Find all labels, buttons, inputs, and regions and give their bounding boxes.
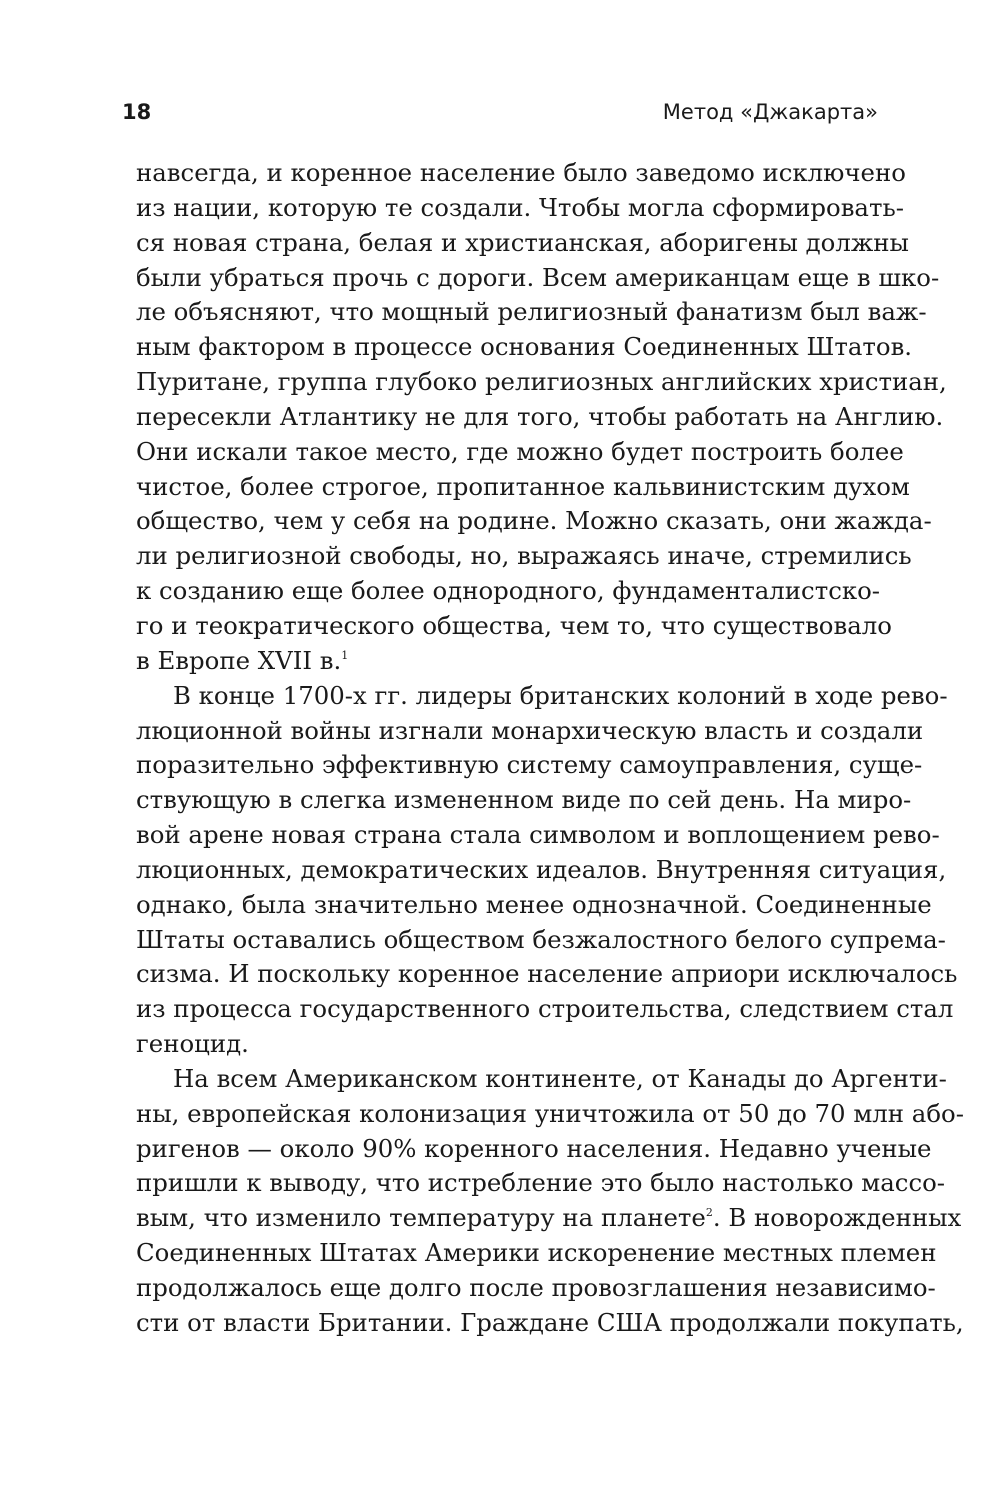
text-line [136, 748, 923, 783]
line-text: пришли к выводу, что истребление это было настолько массо- [136, 1168, 946, 1198]
line-text: го и теократического общества, чем то, что существовало [136, 610, 892, 640]
line-text: Соединенных Штатах Америки искоренение местных племен [136, 1238, 937, 1268]
line-text: ствующую в слегка измененном виде по сей день. На миро- [136, 785, 912, 815]
text-line [136, 504, 932, 539]
line-text: общество, чем у себя на родине. Можно сказать, они жажда- [136, 506, 932, 536]
text-line [136, 435, 904, 470]
text-line [136, 1306, 964, 1341]
text-line [136, 609, 892, 644]
line-text: из нации, которую те создали. Чтобы могла сформировать- [136, 192, 904, 222]
line-text: ны, европейская колонизация уничтожила от 50 до 70 млн або- [136, 1098, 964, 1128]
paragraph [136, 1062, 964, 1341]
line-text: люционных, демократических идеалов. Внутренняя ситуация, [136, 854, 947, 884]
text-line [136, 818, 940, 853]
line-text: вым, что изменило температуру на планете [136, 1203, 706, 1233]
paragraph [136, 679, 958, 1062]
paragraph [136, 156, 947, 679]
line-text: сти от власти Британии. Граждане США продолжали покупать, [136, 1307, 964, 1337]
line-text: ле объясняют, что мощный религиозный фанатизм был важ- [136, 297, 927, 327]
line-text: сизма. И поскольку коренное население априори исключалось [136, 959, 958, 989]
line-text: ли религиозной свободы, но, выражаясь иначе, стремились [136, 541, 912, 571]
text-line [136, 714, 924, 749]
line-text: чистое, более строгое, пропитанное кальвинистским духом [136, 471, 910, 501]
text-line [136, 226, 909, 261]
line-text-continuation: . В новорожденных [712, 1203, 962, 1233]
text-line [136, 992, 954, 1027]
line-text: В конце 1700-х гг. лидеры британских колоний в ходе рево- [173, 680, 948, 710]
text-line [136, 1201, 962, 1236]
body-text [136, 156, 964, 1341]
text-line [136, 888, 932, 923]
text-line [136, 1271, 936, 1306]
text-line [136, 923, 946, 958]
text-line [136, 261, 940, 296]
line-text: однако, была значительно менее однозначной. Соединенные [136, 889, 932, 919]
line-text: из процесса государственного строительства, следствием стал [136, 994, 954, 1024]
text-line [136, 539, 912, 574]
line-text: ся новая страна, белая и христианская, аборигены должны [136, 227, 909, 257]
text-line [136, 1166, 946, 1201]
text-line [136, 853, 947, 888]
line-text: навсегда, и коренное население было заведомо исключено [136, 158, 906, 187]
line-text: пересекли Атлантику не для того, чтобы работать на Англию. [136, 401, 944, 431]
text-line [136, 330, 913, 365]
line-text: геноцид. [136, 1029, 249, 1059]
text-line [136, 783, 912, 818]
line-text: люционной войны изгнали монархическую власть и создали [136, 715, 924, 745]
text-line [136, 365, 947, 400]
text-line [136, 574, 881, 609]
book-title: Метод «Джакарта» [662, 100, 878, 124]
line-text: в Европе XVII в. [136, 645, 342, 675]
text-line [136, 644, 876, 679]
text-line [136, 1132, 932, 1167]
line-text: ригенов — около 90% коренного населения. Недавно ученые [136, 1133, 932, 1163]
running-header [122, 100, 878, 130]
line-text: поразительно эффективную систему самоуправления, суще- [136, 750, 923, 780]
line-text: На всем Американском континенте, от Канады до Аргенти- [173, 1063, 947, 1093]
footnote-marker[interactable]: 1 [341, 648, 349, 662]
line-text: продолжалось еще долго после провозглашения независимо- [136, 1273, 936, 1302]
text-line [136, 470, 910, 505]
text-line [136, 957, 958, 992]
line-text: Пуритане, группа глубоко религиозных английских христиан, [136, 367, 947, 397]
line-text: Они искали такое место, где можно будет построить более [136, 436, 904, 466]
text-line [136, 679, 948, 714]
line-text: к созданию еще более однородного, фундаменталистско- [136, 576, 881, 606]
text-line [136, 1027, 876, 1062]
text-line [136, 400, 944, 435]
text-line [136, 156, 906, 191]
line-text: были убраться прочь с дороги. Всем американцам еще в шко- [136, 262, 940, 292]
text-line [136, 191, 904, 226]
line-text: ным фактором в процессе основания Соединенных Штатов. [136, 332, 913, 362]
line-text: вой арене новая страна стала символом и воплощением рево- [136, 820, 940, 850]
line-text: Штаты оставались обществом безжалостного белого супрема- [136, 924, 946, 954]
footnote-marker[interactable]: 2 [705, 1206, 713, 1220]
text-line [136, 1062, 947, 1097]
text-line [136, 1097, 964, 1132]
text-line [136, 1236, 937, 1271]
page-number: 18 [122, 100, 152, 124]
text-line [136, 295, 927, 330]
